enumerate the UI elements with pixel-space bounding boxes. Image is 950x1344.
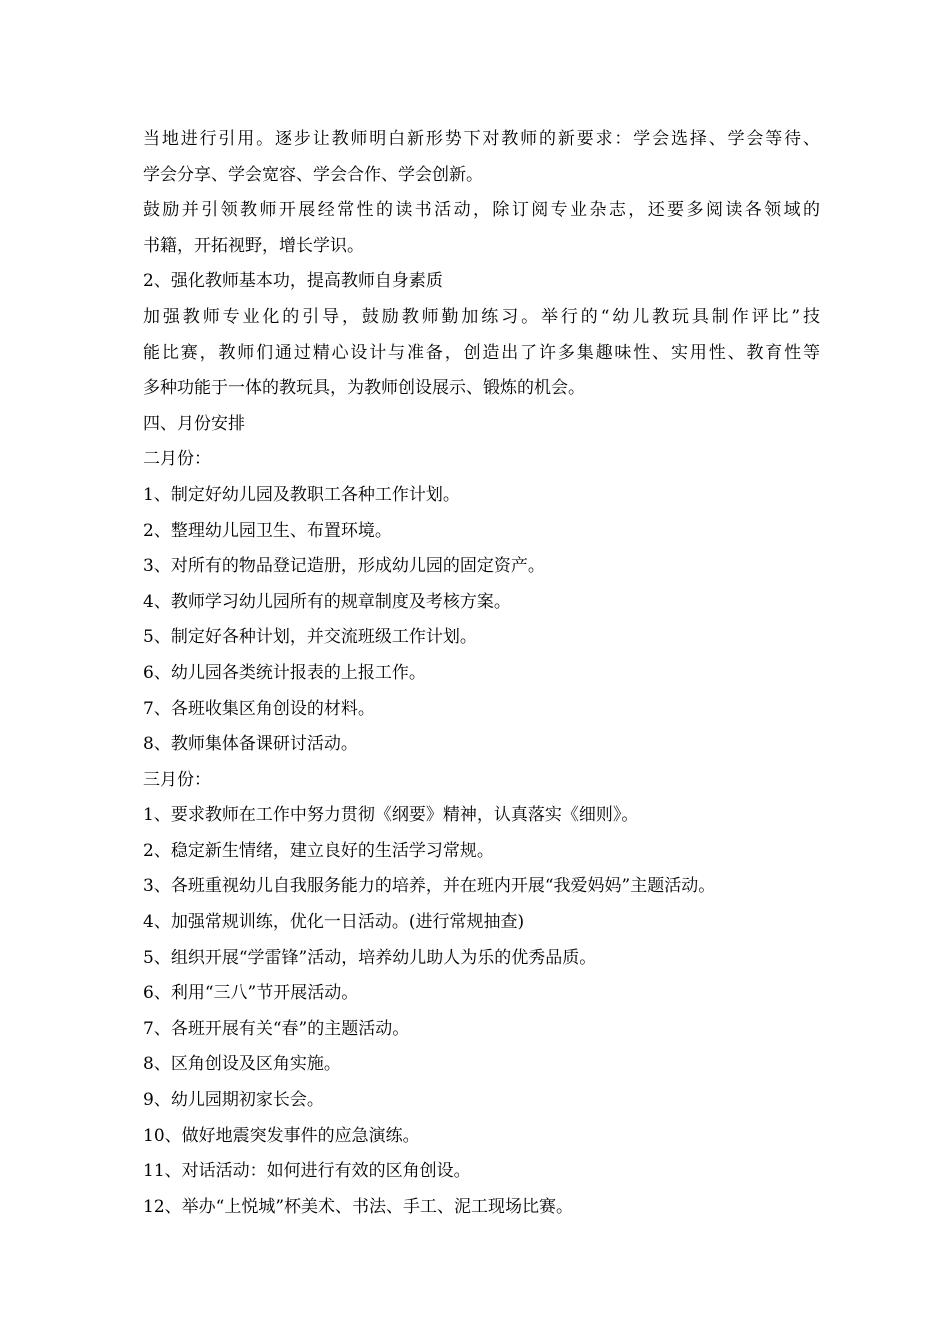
list-item: 6、幼儿园各类统计报表的上报工作。: [143, 662, 426, 683]
list-item: 6、利用“三八”节开展活动。: [143, 983, 359, 1004]
paragraph-line-8: 多种功能于一体的教玩具，为教师创设展示、锻炼的机会。: [143, 378, 585, 399]
list-item: 5、制定好各种计划，并交流班级工作计划。: [143, 627, 477, 648]
paragraph-line-2: 学会分享、学会宽容、学会合作、学会创新。: [143, 164, 483, 185]
section-heading-2: 2、强化教师基本功，提高教师自身素质: [143, 271, 443, 292]
list-item: 2、整理幼儿园卫生、布置环境。: [143, 520, 392, 541]
list-item: 1、要求教师在工作中努力贯彻《纲要》精神，认真落实《细则》。: [143, 805, 639, 826]
list-item: 3、对所有的物品登记造册，形成幼儿园的固定资产。: [143, 556, 545, 577]
section-heading-4: 四、月份安排: [143, 413, 245, 434]
list-item: 11、对话活动：如何进行有效的区角创设。: [143, 1161, 471, 1182]
paragraph-line-7: 能比赛，教师们通过精心设计与准备，创造出了许多集趣味性、实用性、教育性等: [143, 342, 820, 363]
list-item: 12、举办“上悦城”杯美术、书法、手工、泥工现场比赛。: [143, 1196, 574, 1217]
list-item: 9、幼儿园期初家长会。: [143, 1090, 324, 1111]
list-item: 4、加强常规训练，优化一日活动。(进行常规抽查): [143, 912, 525, 933]
list-item: 2、稳定新生情绪，建立良好的生活学习常规。: [143, 840, 494, 861]
list-item: 8、教师集体备课研讨活动。: [143, 734, 358, 755]
month-heading-march: 三月份：: [143, 769, 211, 790]
paragraph-line-1: 当地进行引用。逐步让教师明白新形势下对教师的新要求：学会选择、学会等待、: [143, 129, 820, 149]
month-heading-february: 二月份：: [143, 449, 211, 470]
list-item: 4、教师学习幼儿园所有的规章制度及考核方案。: [143, 591, 511, 612]
list-item: 10、做好地震突发事件的应急演练。: [143, 1125, 420, 1146]
paragraph-line-6: 加强教师专业化的引导，鼓励教师勤加练习。举行的“幼儿教玩具制作评比”技: [143, 306, 820, 327]
list-item: 3、各班重视幼儿自我服务能力的培养，并在班内开展“我爱妈妈”主题活动。: [143, 876, 716, 897]
list-item: 5、组织开展“学雷锋”活动，培养幼儿助人为乐的优秀品质。: [143, 947, 597, 968]
paragraph-line-4: 书籍，开拓视野，增长学识。: [143, 235, 364, 256]
list-item: 1、制定好幼儿园及教职工各种工作计划。: [143, 484, 460, 505]
list-item: 8、区角创设及区角实施。: [143, 1054, 341, 1075]
list-item: 7、各班开展有关“春”的主题活动。: [143, 1018, 410, 1039]
list-item: 7、各班收集区角创设的材料。: [143, 698, 375, 719]
paragraph-line-3: 鼓励并引领教师开展经常性的读书活动，除订阅专业杂志，还要多阅读各领域的: [143, 200, 820, 221]
